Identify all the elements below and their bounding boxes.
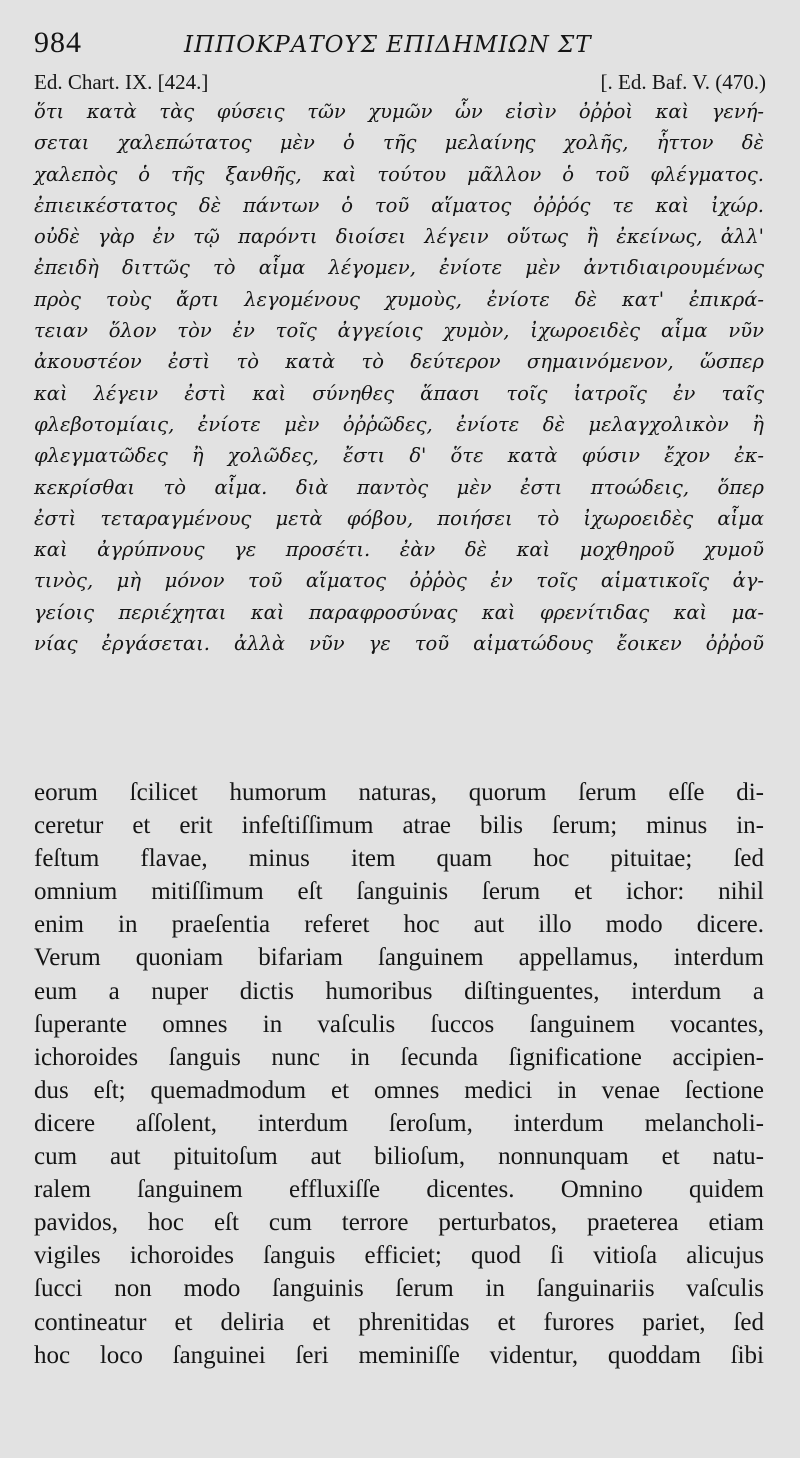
latin-text-line: vigiles ichoroides ſanguis efficiet; quod ſi vitioſa alicujus bbox=[34, 1242, 764, 1270]
greek-text-line: γείοις περιέχηται καὶ παραφροσύνας καὶ φρενίτιδας καὶ μα- bbox=[34, 600, 764, 624]
latin-text-line: contineatur et deliria et phrenitidas et furores pariet, ſed bbox=[34, 1308, 764, 1336]
latin-text-line: enim in praeſentia referet hoc aut illo modo dicere. bbox=[34, 911, 764, 939]
latin-text-line: ſucci non modo ſanguinis ſerum in ſanguinariis vaſculis bbox=[34, 1275, 764, 1303]
latin-text-block bbox=[34, 776, 764, 1372]
latin-text-line: cum aut pituitoſum aut bilioſum, nonnunquam et natu- bbox=[34, 1143, 764, 1171]
running-title: ΙΠΠΟΚΡΑΤΟΥΣ ΕΠΙΔΗΜΙΩΝ ΣΤ bbox=[184, 32, 592, 58]
greek-text-line: ὅτι κατὰ τὰς φύσεις τῶν χυμῶν ὧν εἰσὶν ὀῤῥοὶ καὶ γενή- bbox=[34, 100, 764, 123]
greek-text-line: χαλεπὸς ὁ τῆς ξανθῆς, καὶ τούτου μᾶλλον ὁ τοῦ φλέγματος. bbox=[34, 162, 764, 186]
latin-text-line: dus eſt; quemadmodum et omnes medici in venae ſectione bbox=[34, 1076, 764, 1104]
page-header bbox=[34, 24, 766, 64]
latin-text-line: eorum ſcilicet humorum naturas, quorum ſerum eſſe di- bbox=[34, 779, 764, 806]
greek-text-block bbox=[34, 96, 764, 659]
edition-reference-line bbox=[34, 70, 766, 96]
greek-text-line: φλεβοτομίαις, ἐνίοτε μὲν ὀῤῥῶδες, ἐνίοτε δὲ μελαγχολικὸν ἢ bbox=[34, 412, 764, 436]
latin-text-line: dicere aſſolent, interdum ſeroſum, interdum melancholi- bbox=[34, 1109, 764, 1137]
page-number: 984 bbox=[34, 26, 82, 59]
greek-text-line: φλεγματῶδες ἢ χολῶδες, ἔστι δ' ὅτε κατὰ φύσιν ἔχον ἐκ- bbox=[34, 444, 764, 468]
greek-text-line: ἐπειδὴ διττῶς τὸ αἷμα λέγομεν, ἐνίοτε μὲν ἀντιδιαιρουμένως bbox=[34, 256, 764, 280]
greek-text-line: οὐδὲ γὰρ ἐν τῷ παρόντι διοίσει λέγειν οὕτως ἢ ἐκείνως, ἀλλ' bbox=[34, 225, 764, 249]
greek-text-line: πρὸς τοὺς ἄρτι λεγομένους χυμοὺς, ἐνίοτε δὲ κατ' ἐπικρά- bbox=[34, 287, 764, 311]
latin-text-line: ralem ſanguinem effluxiſſe dicentes. Omnino quidem bbox=[34, 1176, 764, 1204]
greek-text-line: σεται χαλεπώτατος μὲν ὁ τῆς μελαίνης χολῆς, ἧττον δὲ bbox=[34, 131, 764, 155]
greek-text-line: ἐπιεικέστατος δὲ πάντων ὁ τοῦ αἵματος ὀῤῥός τε καὶ ἰχώρ. bbox=[34, 193, 764, 217]
latin-text-line: pavidos, hoc eſt cum terrore perturbatos, praeterea etiam bbox=[34, 1209, 764, 1237]
greek-text-line: τινὸς, μὴ μόνον τοῦ αἵματος ὀῤῥὸς ἐν τοῖς αἱματικοῖς ἀγ- bbox=[34, 569, 764, 593]
latin-text-line: ſuperante omnes in vaſculis ſuccos ſanguinem vocantes, bbox=[34, 1010, 764, 1038]
latin-text-line: ceretur et erit infeſtiſſimum atrae bilis ſerum; minus in- bbox=[34, 812, 764, 840]
greek-text-line: ἐστὶ τεταραγμένους μετὰ φόβου, ποιήσει τὸ ἰχωροειδὲς αἷμα bbox=[34, 506, 764, 530]
edition-basel-reference: [. Ed. Baf. V. (470.) bbox=[600, 70, 766, 94]
latin-text-line: hoc loco ſanguinei ſeri meminiſſe videntur, quoddam ſibi bbox=[34, 1341, 764, 1369]
greek-text-line: καὶ λέγειν ἐστὶ καὶ σύνηθες ἅπασι τοῖς ἰατροῖς ἐν ταῖς bbox=[34, 381, 764, 405]
greek-text-line: κεκρίσθαι τὸ αἷμα. διὰ παντὸς μὲν ἐστι πτοώδεις, ὅπερ bbox=[34, 475, 764, 499]
latin-text-line: feſtum flavae, minus item quam hoc pituitae; ſed bbox=[34, 845, 764, 873]
edition-chartier-reference: Ed. Chart. IX. [424.] bbox=[34, 70, 209, 94]
greek-text-line: νίας ἐργάσεται. ἀλλὰ νῦν γε τοῦ αἱματώδους ἔοικεν ὀῤῥοῦ bbox=[34, 632, 764, 656]
latin-text-line: omnium mitiſſimum eſt ſanguinis ſerum et ichor: nihil bbox=[34, 878, 764, 906]
latin-text-line: ichoroides ſanguis nunc in ſecunda ſignificatione accipien- bbox=[34, 1043, 764, 1071]
greek-text-line: ἀκουστέον ἐστὶ τὸ κατὰ τὸ δεύτερον σημαινόμενον, ὥσπερ bbox=[34, 350, 764, 374]
latin-text-line: eum a nuper dictis humoribus diſtinguentes, interdum a bbox=[34, 977, 764, 1005]
latin-text-line: Verum quoniam bifariam ſanguinem appellamus, interdum bbox=[34, 944, 764, 972]
greek-text-line: καὶ ἀγρύπνους γε προσέτι. ἐὰν δὲ καὶ μοχθηροῦ χυμοῦ bbox=[34, 538, 764, 562]
greek-text-line: τειαν ὅλον τὸν ἐν τοῖς ἀγγείοις χυμὸν, ἰχωροειδὲς αἷμα νῦν bbox=[34, 319, 764, 343]
